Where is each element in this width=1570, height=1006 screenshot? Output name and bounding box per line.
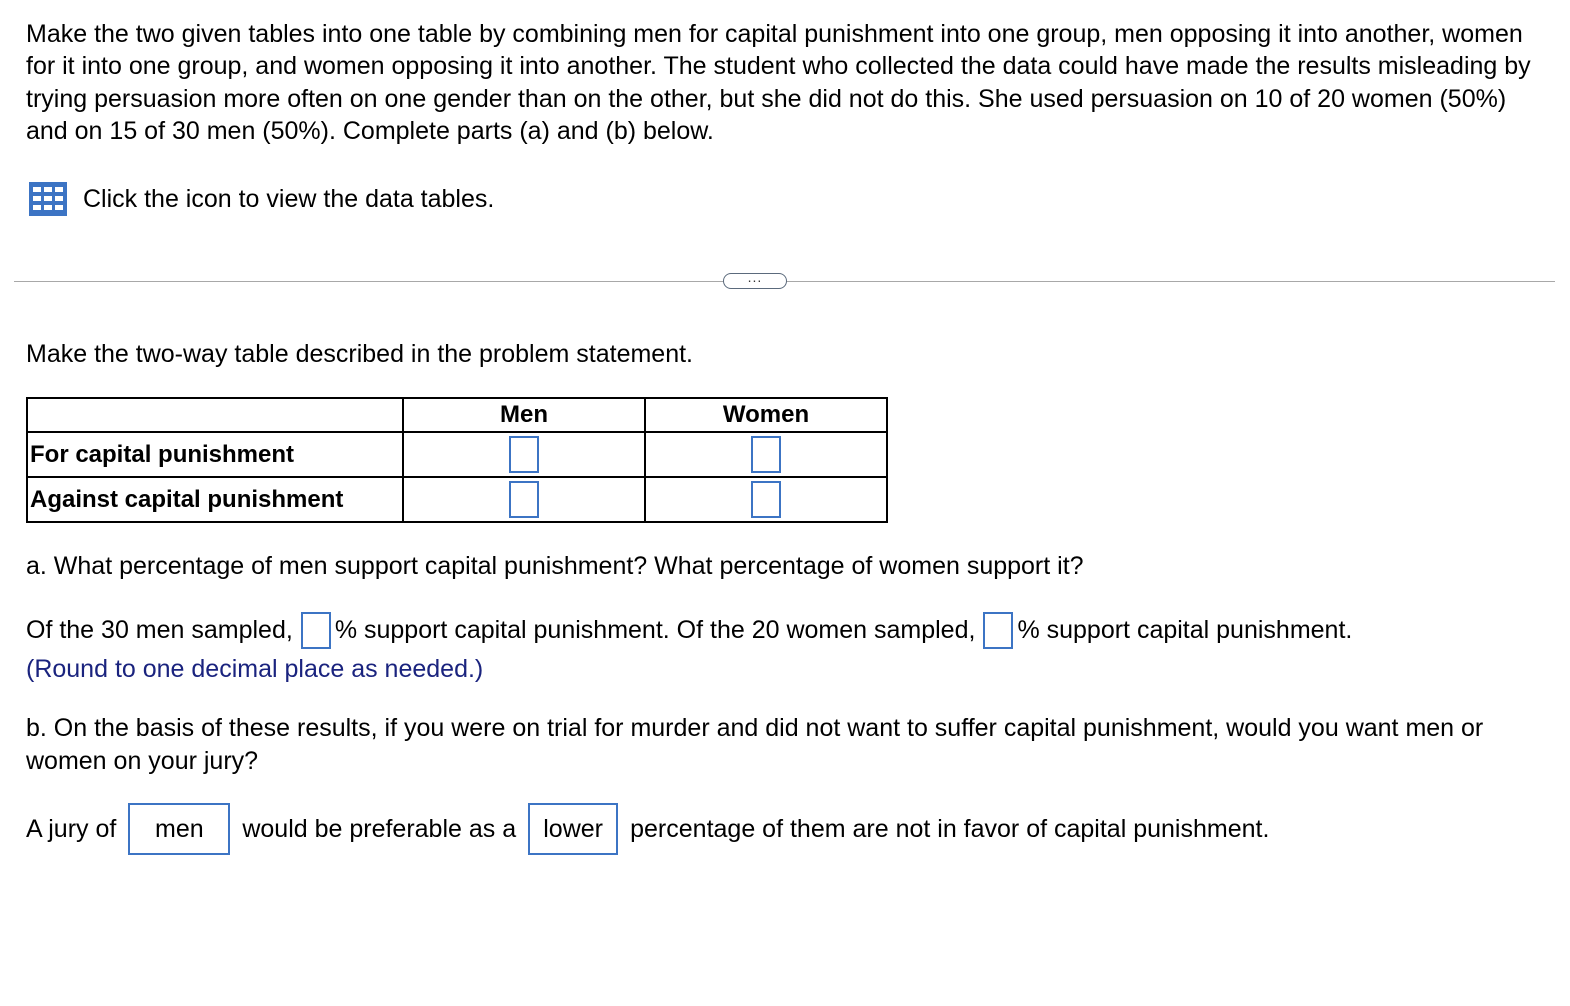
answer-box-for-women[interactable] <box>751 436 781 473</box>
part-a-text-2: % support capital punishment. Of the 20 women sampled, <box>334 616 976 644</box>
view-data-tables-label[interactable]: Click the icon to view the data tables. <box>83 184 495 213</box>
more-label: ... <box>747 269 763 285</box>
cell-for-men <box>403 432 645 477</box>
cell-against-women <box>645 477 887 522</box>
part-b-answer-line <box>26 803 1269 855</box>
view-data-tables-link[interactable] <box>28 180 494 218</box>
part-b-text-1: A jury of <box>26 814 117 843</box>
table-row-for <box>27 432 887 477</box>
part-a-text-1: Of the 30 men sampled, <box>26 616 293 644</box>
part-a-answer-line <box>26 612 1352 649</box>
answer-box-for-men[interactable] <box>509 436 539 473</box>
cell-against-men <box>403 477 645 522</box>
table-grid-icon[interactable] <box>28 181 68 217</box>
cell-for-women <box>645 432 887 477</box>
two-way-table <box>26 397 888 523</box>
problem-statement: Make the two given tables into one table by combining men for capital punishment into one group, men opposing it into another, women for it into one group, and women opposing it into another. The student who collected the data could have made the results misleading by trying persuasion more often on one gender than on the other, but she did not do this. She used persuasion on 10 of 20 women (50%) and on 15 of 30 men (50%). Complete parts (a) and (b) below. <box>26 20 1531 146</box>
part-b-text-3: percentage of them are not in favor of capital punishment. <box>630 814 1270 843</box>
row-label-against: Against capital punishment <box>27 477 403 522</box>
header-women: Women <box>645 398 887 432</box>
row-label-for: For capital punishment <box>27 432 403 477</box>
part-a-text-3: % support capital punishment. <box>1017 616 1353 644</box>
men-percentage-input[interactable] <box>301 612 331 649</box>
answer-box-against-women[interactable] <box>751 481 781 518</box>
expand-more-button[interactable] <box>723 269 787 289</box>
part-b-question: b. On the basis of these results, if you were on trial for murder and did not want to suffer capital punishment, would you want men or women on your jury? <box>26 714 1484 775</box>
women-percentage-input[interactable] <box>983 612 1013 649</box>
part-b-text-2: would be preferable as a <box>242 814 517 843</box>
table-instruction: Make the two-way table described in the problem statement. <box>26 340 694 368</box>
answer-box-against-men[interactable] <box>509 481 539 518</box>
header-men: Men <box>403 398 645 432</box>
rounding-note: (Round to one decimal place as needed.) <box>26 655 484 683</box>
jury-choice-dropdown[interactable]: men <box>128 803 230 855</box>
part-a-question: a. What percentage of men support capital punishment? What percentage of women support it? <box>26 552 1084 580</box>
table-row-against <box>27 477 887 522</box>
header-empty <box>27 398 403 432</box>
comparison-choice-dropdown[interactable]: lower <box>528 803 618 855</box>
